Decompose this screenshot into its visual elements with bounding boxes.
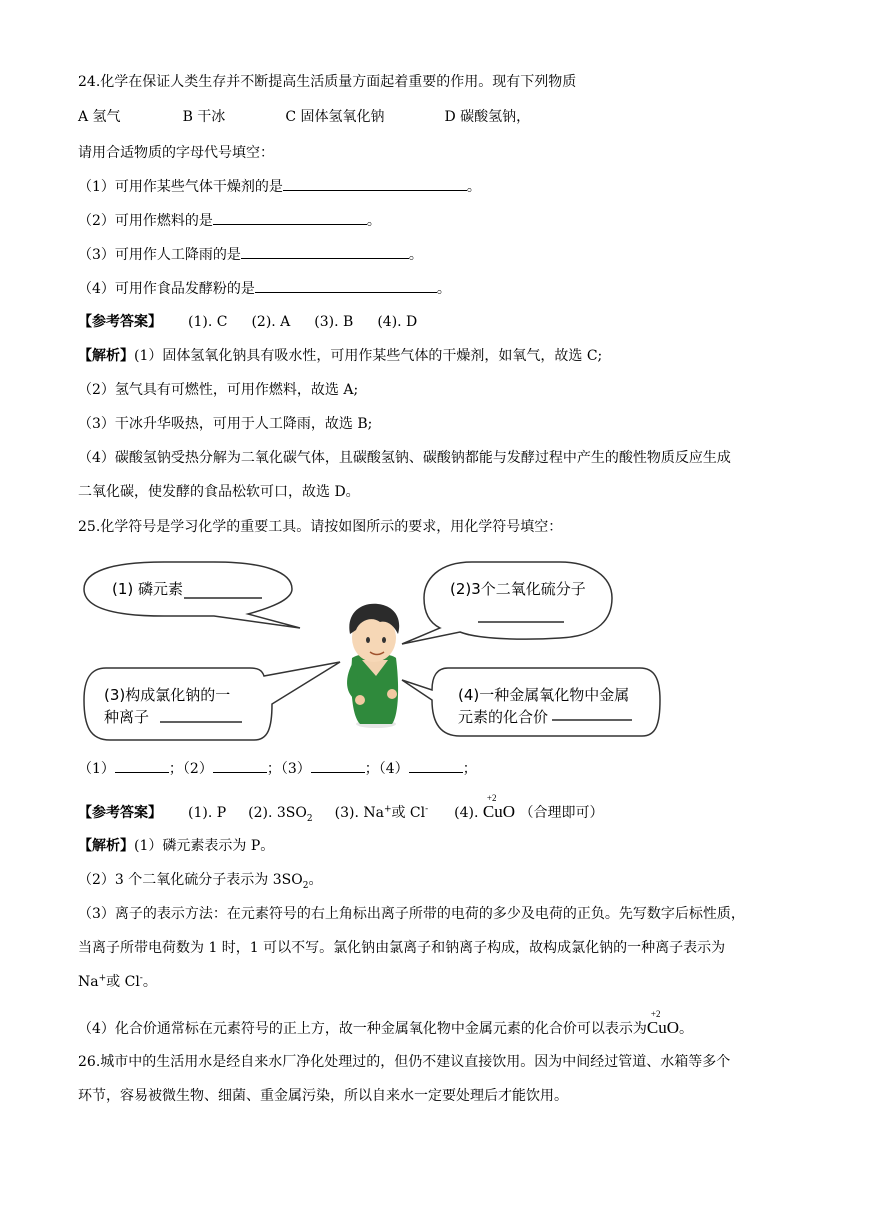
bubble-4-text-1: (4)一种金属氧化物中金属 bbox=[458, 686, 630, 704]
q24-answer: 【参考答案】 (1). C (2). A (3). B (4). D bbox=[78, 314, 418, 330]
bubble-4-text-2: 元素的化合价 bbox=[458, 708, 549, 726]
answer-blank[interactable] bbox=[311, 758, 365, 773]
q25-analysis-2: （2）3 个二氧化硫分子表示为 $3SO_2$。 bbox=[78, 872, 323, 891]
q24-item-2: （2）可用作燃料的是 。 bbox=[78, 210, 381, 231]
q25-analysis-6: （4）化合价通常标在元素符号的正上方，故一种金属氧化物中金属元素的化合价可以表示为 +2 CuO。 bbox=[78, 1009, 694, 1037]
q24-analysis-2: （2）氢气具有可燃性，可用作燃料，故选 A; bbox=[78, 382, 359, 398]
cuo-formula: +2 CuO bbox=[646, 1009, 680, 1037]
bubble-1-text: (1) 磷元素 bbox=[112, 580, 184, 598]
bubble-2-text: (2)3个二氧化硫分子 bbox=[450, 580, 586, 598]
q26-line-2: 环节，容易被微生物、细菌、重金属污染，所以自来水一定要处理后才能饮用。 bbox=[78, 1088, 568, 1104]
q24-analysis-5: 二氧化碳，使发酵的食品松软可口，故选 D。 bbox=[78, 484, 360, 500]
q24-analysis-3: （3）干冰升华吸热，可用于人工降雨，故选 B; bbox=[78, 416, 373, 432]
option-a: A 氢气 bbox=[78, 109, 121, 125]
option-b: B 干冰 bbox=[182, 109, 226, 125]
q24-item-1: （1）可用作某些气体干燥剂的是 。 bbox=[78, 176, 481, 197]
q25-analysis-5: Na+或 Cl-。 bbox=[78, 973, 157, 990]
option-d: D 碳酸氢钠， bbox=[444, 109, 531, 125]
answer-blank[interactable] bbox=[213, 758, 267, 773]
q25-analysis-3: （3）离子的表示方法：在元素符号的右上角标出离子所带的电荷的多少及电荷的正负。先写数字后标性质， bbox=[78, 906, 745, 922]
q25-answer: 【参考答案】 (1). P (2). $3SO_2$ (3). Na+或 Cl- (4). +2 CuO （合理即可） bbox=[78, 793, 604, 824]
q24-analysis-4: （4）碳酸氢钠受热分解为二氧化碳气体，且碳酸氢钠、碳酸钠都能与发酵过程中产生的酸性物质反应生成 bbox=[78, 450, 731, 466]
q24-item-4: （4）可用作食品发酵粉的是 。 bbox=[78, 278, 451, 299]
q24-stem: 24.化学在保证人类生存并不断提高生活质量方面起着重要的作用。现有下列物质 bbox=[78, 74, 577, 90]
answer-blank[interactable] bbox=[409, 758, 463, 773]
q25-analysis-1: 【解析】(1）磷元素表示为 P。 bbox=[78, 838, 275, 854]
answer-blank[interactable] bbox=[115, 758, 169, 773]
q24-instruction: 请用合适物质的字母代号填空： bbox=[78, 145, 274, 161]
bubble-2-shape bbox=[402, 562, 612, 644]
q25-fill-line: （1） ；（2） ；（3） ；（4） ； bbox=[78, 758, 477, 779]
q24-analysis-1: 【解析】(1）固体氢氧化钠具有吸水性，可用作某些气体的干燥剂，如氧气，故选 C; bbox=[78, 348, 603, 364]
student-illustration bbox=[347, 604, 399, 728]
cuo-formula: +2 CuO bbox=[482, 793, 516, 821]
bubble-3-text-1: (3)构成氯化钠的一 bbox=[104, 686, 231, 704]
q26-line-1: 26.城市中的生活用水是经自来水厂净化处理过的，但仍不建议直接饮用。因为中间经过管道、水箱等多个 bbox=[78, 1054, 731, 1070]
bubble-3-text-2: 种离子 bbox=[104, 708, 150, 726]
option-c: C 固体氢氧化钠 bbox=[285, 109, 385, 125]
q24-item-3: （3）可用作人工降雨的是 。 bbox=[78, 244, 423, 265]
q25-stem: 25.化学符号是学习化学的重要工具。请按如图所示的要求，用化学符号填空： bbox=[78, 519, 563, 535]
q25-analysis-4: 当离子所带电荷数为 1 时，1 可以不写。氯化钠由氯离子和钠离子构成，故构成氯化钠的一种离子表示为 bbox=[78, 940, 726, 956]
